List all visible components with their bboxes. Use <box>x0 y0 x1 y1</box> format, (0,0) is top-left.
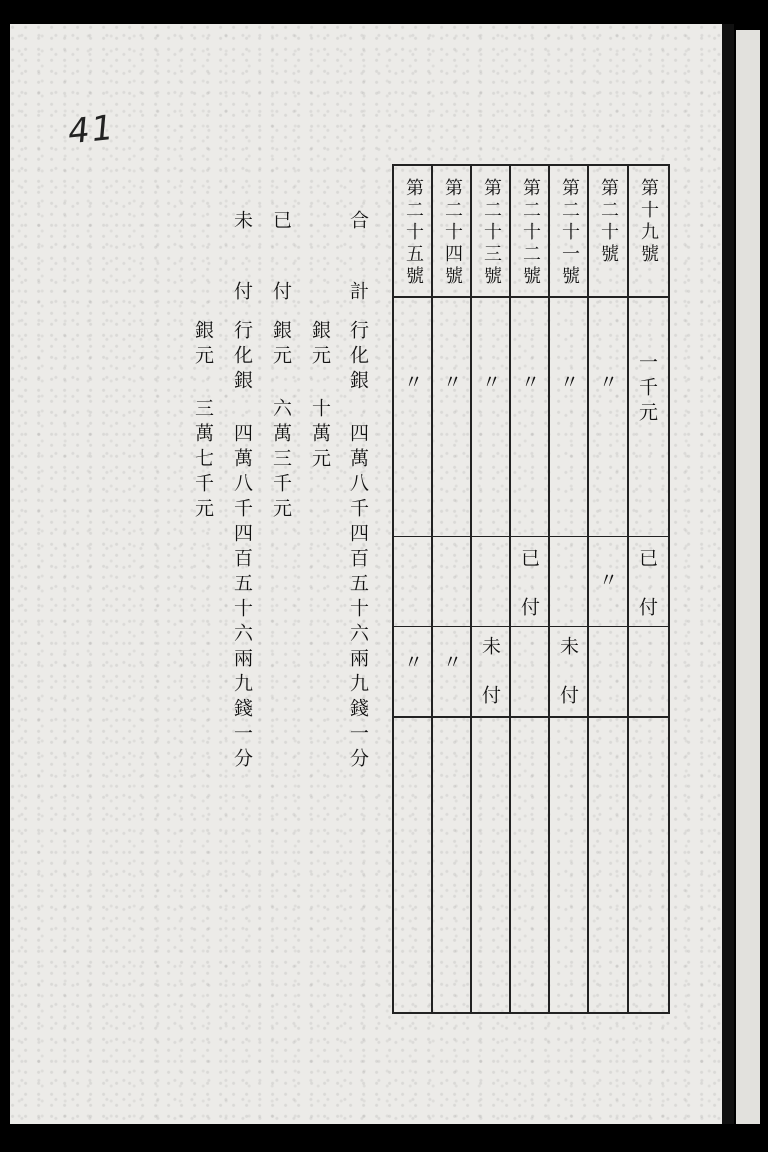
paid-line: 銀元 六萬三千元 <box>270 320 292 523</box>
total-line: 行化銀 四萬八千四百五十六兩九錢一分 <box>347 320 369 773</box>
unpaid-cell: 〃 <box>440 652 462 671</box>
column-header: 第二十五號 <box>403 178 424 288</box>
page-number: 41 <box>66 107 118 153</box>
amount-cell: 〃 <box>401 372 423 391</box>
paid-cell: 〃 <box>596 570 618 589</box>
amount-cell: 〃 <box>479 372 501 391</box>
total-line: 銀元 十萬元 <box>309 320 331 473</box>
amount-cell: 〃 <box>518 372 540 391</box>
amount-cell: 〃 <box>557 372 579 391</box>
column-header: 第二十二號 <box>520 178 541 288</box>
page-edge <box>736 30 760 1124</box>
paid-cell: 已付 <box>636 548 658 646</box>
paid-cell: 已付 <box>518 548 540 646</box>
unpaid-cell: 〃 <box>401 652 423 671</box>
unpaid-line: 銀元 三萬七千元 <box>192 320 214 523</box>
amount-cell: 〃 <box>596 372 618 391</box>
amount-cell: 〃 <box>440 372 462 391</box>
column-header: 第十九號 <box>638 178 659 266</box>
amount-cell: 一千元 <box>636 352 658 427</box>
unpaid-line: 行化銀 四萬八千四百五十六兩九錢一分 <box>231 320 253 773</box>
unpaid-cell: 未付 <box>557 636 579 734</box>
column-header: 第二十四號 <box>442 178 463 288</box>
column-header: 第二十號 <box>598 178 619 266</box>
unpaid-label: 未付 <box>231 210 253 352</box>
total-label: 合計 <box>347 210 369 352</box>
column-header: 第二十一號 <box>559 178 580 288</box>
unpaid-cell: 未付 <box>479 636 501 734</box>
table-column-line <box>668 164 670 1014</box>
book-spine <box>722 24 734 1124</box>
paid-label: 已付 <box>270 210 292 352</box>
column-header: 第二十三號 <box>481 178 502 288</box>
